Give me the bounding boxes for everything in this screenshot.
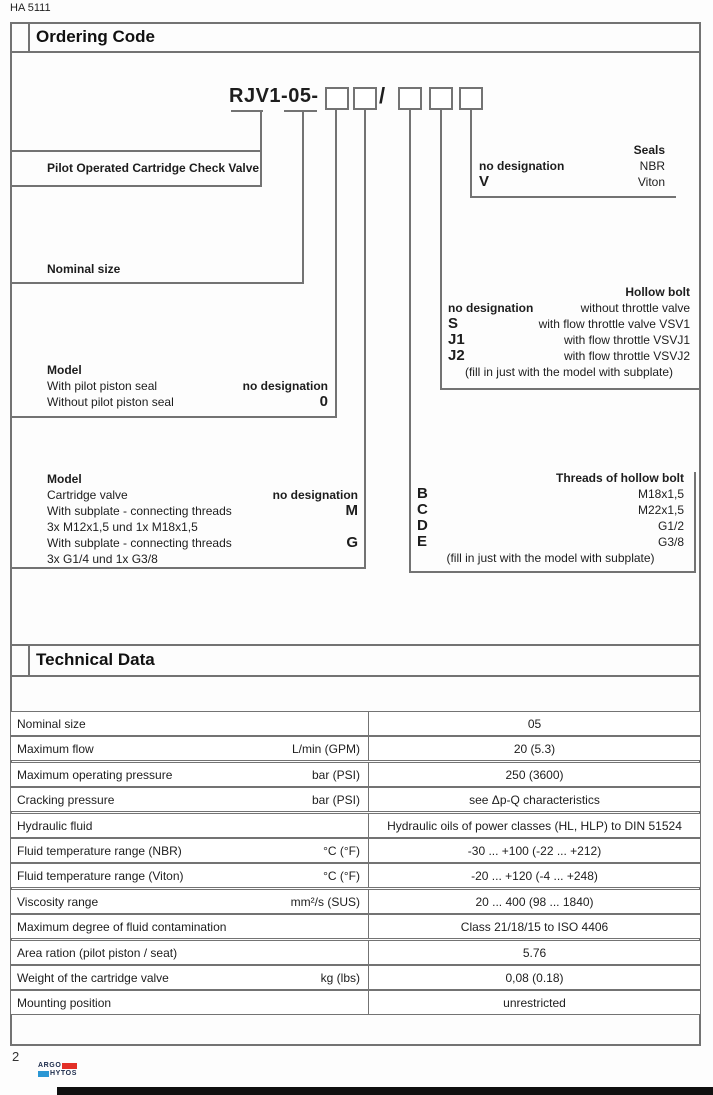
table-row [10, 787, 701, 812]
thread-code: D [417, 517, 428, 534]
threads-right-edge [694, 472, 696, 573]
model-seal-label: Without pilot piston seal [47, 395, 174, 409]
hollow-bolt-desc: with flow throttle VSVJ1 [563, 333, 690, 347]
hollow-bolt-title: Hollow bolt [625, 285, 690, 299]
row-unit: °C (°F) [323, 843, 360, 858]
table-row [10, 863, 701, 888]
seals-rule [470, 196, 676, 198]
argo-hytos-logo [38, 1062, 84, 1078]
table-row [10, 965, 701, 990]
hollow-bolt-rule [440, 388, 701, 390]
model-seal-value: no designation [242, 379, 328, 393]
model-body-value: M [345, 502, 358, 519]
model-body-label: 3x G1/4 und 1x G3/8 [47, 552, 158, 566]
header-tick [28, 22, 30, 52]
table-row [10, 838, 701, 863]
row-value: 250 (3600) [505, 767, 564, 782]
row-unit: L/min (GPM) [291, 741, 360, 756]
model-body-label: With subplate - connecting threads [47, 536, 232, 550]
header-rule [10, 644, 701, 646]
row-unit: bar (PSI) [311, 767, 360, 782]
model-body-value: no designation [272, 488, 358, 502]
row-label: Cracking pressure [17, 792, 115, 807]
code-underline [284, 110, 317, 112]
row-value: 20 (5.3) [513, 741, 556, 756]
row-label: Area ration (pilot piston / seat) [17, 945, 178, 960]
hollow-bolt-code: S [448, 315, 459, 332]
thread-desc: G3/8 [657, 535, 684, 549]
valve-type-callout [10, 150, 262, 187]
model-seal-callout [47, 362, 328, 410]
table-row [10, 711, 701, 736]
thread-code: C [417, 501, 428, 518]
hollow-bolt-code: J2 [448, 347, 465, 364]
logo-text-argo: ARGO [38, 1062, 62, 1069]
hollow-bolt-code: no designation [448, 301, 534, 315]
table-row [10, 889, 701, 914]
hollow-bolt-code: J1 [448, 331, 465, 348]
hollow-bolt-desc: with flow throttle VSVJ2 [563, 349, 690, 363]
row-label: Nominal size [17, 716, 86, 731]
connector-nominal-size [302, 111, 304, 283]
row-unit: °C (°F) [323, 868, 360, 883]
order-code-box-2 [353, 87, 377, 110]
thread-desc: M22x1,5 [637, 503, 684, 517]
seal-desc: NBR [639, 159, 665, 173]
hollow-bolt-callout [448, 284, 690, 380]
row-unit: mm²/s (SUS) [290, 894, 360, 909]
row-unit: bar (PSI) [311, 792, 360, 807]
model-body-label: 3x M12x1,5 und 1x M18x1,5 [47, 520, 198, 534]
row-value: 20 ... 400 (98 ... 1840) [475, 894, 594, 909]
page-number: 2 [12, 1049, 20, 1064]
model-body-label: Cartridge valve [47, 488, 128, 502]
thread-code: E [417, 533, 428, 550]
thread-desc: M18x1,5 [637, 487, 684, 501]
row-value: 05 [527, 716, 542, 731]
order-code-box-5 [459, 87, 483, 110]
row-label: Maximum operating pressure [17, 767, 173, 782]
row-label: Maximum degree of fluid contamination [17, 919, 227, 934]
row-label: Maximum flow [17, 741, 94, 756]
hollow-bolt-desc: without throttle valve [580, 301, 690, 315]
model-seal-title: Model [47, 363, 82, 377]
logo-red-block [62, 1063, 77, 1069]
table-row [10, 813, 701, 838]
connector-model-seal [335, 110, 337, 417]
seal-code: V [479, 173, 490, 190]
row-label: Mounting position [17, 995, 112, 1010]
header-rule [10, 675, 701, 677]
logo-text-hytos: HYTOS [50, 1070, 77, 1077]
seal-desc: Viton [637, 175, 665, 189]
connector-threads [409, 110, 411, 572]
order-code-box-3 [398, 87, 422, 110]
hollow-bolt-desc: with flow throttle valve VSV1 [538, 317, 690, 331]
thread-code: B [417, 485, 428, 502]
row-label: Viscosity range [17, 894, 99, 909]
technical-data-title: Technical Data [36, 650, 155, 669]
seals-callout [479, 142, 665, 190]
row-value: -30 ... +100 (-22 ... +212) [467, 843, 602, 858]
table-row [10, 736, 701, 761]
row-unit: kg (lbs) [320, 970, 360, 985]
row-value: Hydraulic oils of power classes (HL, HLP) to DIN 51524 [387, 818, 682, 833]
seals-title: Seals [633, 143, 665, 157]
row-value: see Δp-Q characteristics [469, 792, 600, 807]
table-row [10, 990, 701, 1015]
doc-number: HA 5111 [10, 2, 51, 14]
code-underline [231, 110, 263, 112]
ordering-code-title: Ordering Code [36, 27, 156, 46]
hollow-bolt-note: (fill in just with the model with subplate) [464, 365, 674, 379]
model-body-callout [47, 471, 358, 567]
connector-hollow-bolt [440, 110, 442, 390]
model-seal-rule [10, 416, 337, 418]
row-value: Class 21/18/15 to ISO 4406 [460, 919, 609, 934]
model-seal-value: 0 [319, 393, 328, 410]
row-value: -20 ... +120 (-4 ... +248) [471, 868, 598, 883]
valve-type-label: Pilot Operated Cartridge Check Valve [47, 161, 260, 175]
threads-rule [409, 571, 696, 573]
model-body-rule [10, 567, 366, 569]
header-tick [28, 644, 30, 677]
logo-blue-block [38, 1071, 49, 1077]
row-label: Fluid temperature range (Viton) [17, 868, 184, 883]
connector-seals [470, 110, 472, 197]
table-row [10, 762, 701, 787]
connector-valve-type [260, 111, 262, 151]
row-label: Fluid temperature range (NBR) [17, 843, 182, 858]
connector-model-body [364, 110, 366, 568]
row-value: unrestricted [503, 995, 566, 1010]
thread-desc: G1/2 [657, 519, 684, 533]
next-page-edge [57, 1087, 713, 1095]
nominal-size-rule [10, 282, 304, 284]
model-body-label: With subplate - connecting threads [47, 504, 232, 518]
row-label: Weight of the cartridge valve [17, 970, 169, 985]
seal-code: no designation [479, 159, 565, 173]
nominal-size-label: Nominal size [47, 262, 121, 276]
row-value: 0,08 (0.18) [505, 970, 564, 985]
table-row [10, 914, 701, 939]
model-body-value: G [346, 534, 358, 551]
model-body-title: Model [47, 472, 82, 486]
order-code-box-4 [429, 87, 453, 110]
threads-note: (fill in just with the model with subplate) [446, 551, 655, 565]
header-rule [10, 51, 701, 53]
order-code-box-1 [325, 87, 349, 110]
order-code-prefix: RJV1-05- [229, 85, 319, 107]
threads-title: Threads of hollow bolt [556, 471, 684, 485]
row-label: Hydraulic fluid [17, 818, 93, 833]
threads-callout [417, 470, 684, 566]
model-seal-label: With pilot piston seal [47, 379, 158, 393]
table-row [10, 940, 701, 965]
order-code-slash: / [379, 83, 386, 108]
row-value: 5.76 [522, 945, 547, 960]
